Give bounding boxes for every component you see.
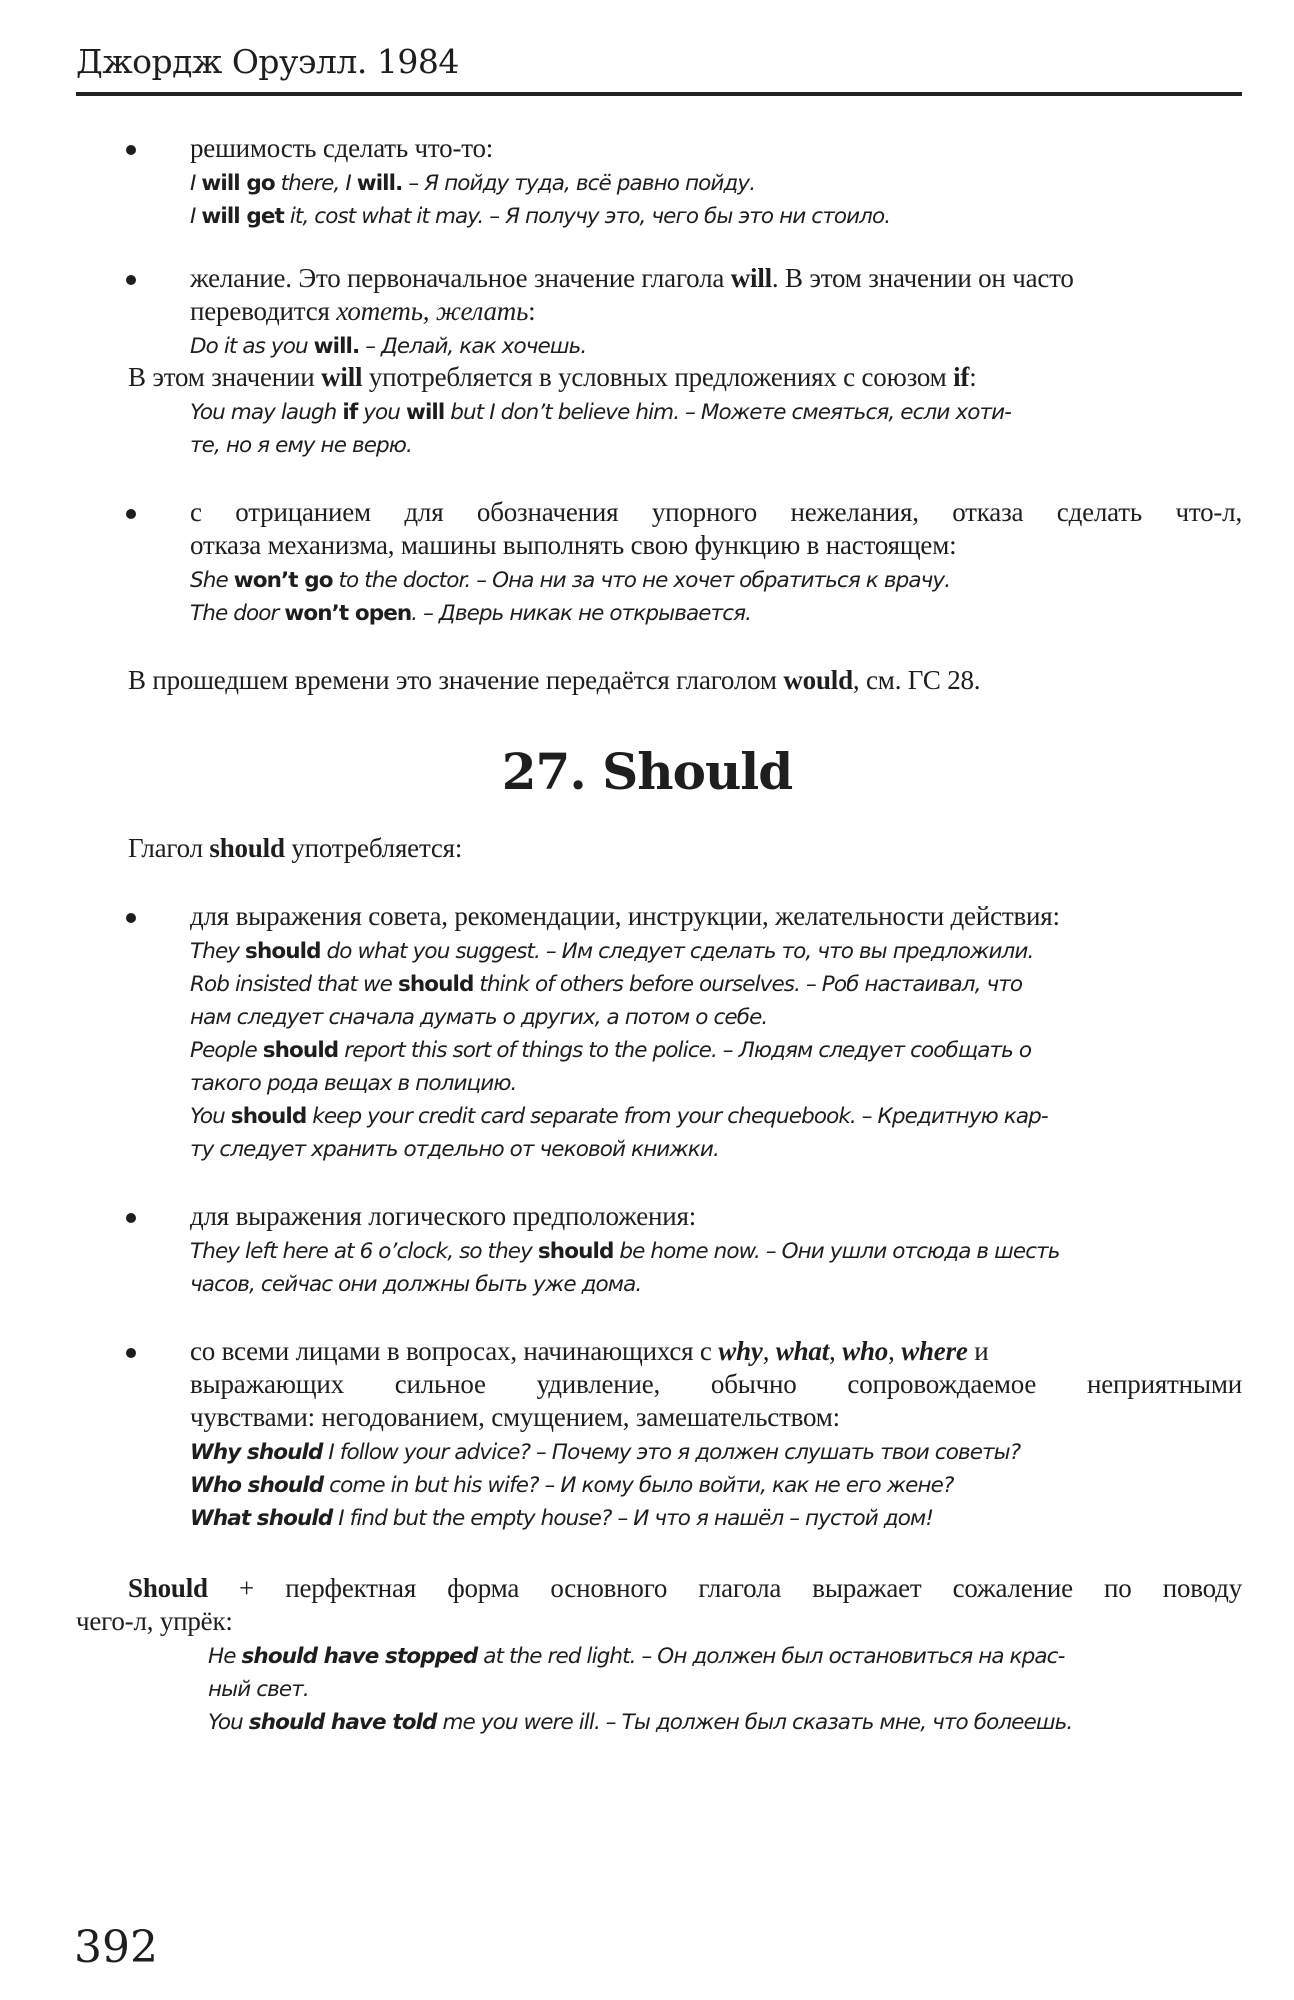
- text-run: He: [208, 1644, 242, 1669]
- emphasis-text: should have stopped: [241, 1644, 478, 1669]
- text-line: [190, 1467, 1242, 1500]
- text-run: выражающих сильное удивление, обычно сопровождаемое неприятными: [190, 1369, 1242, 1399]
- text-run: нам следует сначала думать о других, а потом о себе.: [190, 1005, 768, 1030]
- emphasis-text: will: [730, 263, 772, 293]
- text-run: :: [969, 362, 977, 392]
- text-run: чего-л, упрёк:: [76, 1606, 233, 1636]
- text-line: [190, 1098, 1242, 1131]
- text-line: [190, 966, 1242, 999]
- text-run: для выражения совета, рекомендации, инструкции, желательности действия:: [190, 901, 1060, 931]
- text-run: Rob insisted that we: [190, 972, 398, 997]
- text-run: такого рода вещах в полицию.: [190, 1071, 517, 1096]
- text-run: You may laugh: [190, 400, 343, 425]
- bullet-icon: [126, 509, 136, 519]
- text-run: для выражения логического предположения:: [190, 1201, 697, 1231]
- text-line: [190, 529, 1242, 562]
- text-run: ,: [829, 1336, 843, 1366]
- text-run: ,: [888, 1336, 902, 1366]
- text-run: The door: [190, 601, 285, 626]
- emphasis-text: Why should: [190, 1440, 323, 1465]
- bullet-icon: [126, 1348, 136, 1358]
- text-run: They: [190, 939, 246, 964]
- emphasis-text: will get: [201, 204, 284, 229]
- text-run: be home now. – Они ушли отсюда в шесть: [613, 1239, 1060, 1264]
- text-line: [190, 1266, 1242, 1299]
- text-run: – Я пойду туда, всё равно пойду.: [402, 171, 756, 196]
- bullet-icon: [126, 913, 136, 923]
- text-run: at the red light. – Он должен был остановиться на крас-: [477, 1644, 1065, 1669]
- emphasis-text: will.: [313, 334, 360, 359]
- text-line: [128, 394, 1242, 427]
- text-line: [190, 933, 1242, 966]
- text-run: + перфектная форма основного глагола выражает сожаление по поводу: [207, 1573, 1242, 1603]
- emphasis-text: should: [537, 1239, 614, 1264]
- text-run: keep your credit card separate from your chequebook. – Кредитную кар-: [306, 1104, 1048, 1129]
- text-run: Do it as you: [190, 334, 314, 359]
- emphasis-text: should have told: [248, 1710, 437, 1735]
- text-run: В этом значении: [128, 362, 322, 392]
- text-line: [190, 1401, 1242, 1434]
- emphasis-text: should: [397, 972, 474, 997]
- text-run: часов, сейчас они должны быть уже дома.: [190, 1272, 642, 1297]
- emphasis-text: will.: [356, 171, 403, 196]
- text-line: [190, 262, 1242, 295]
- text-line: [128, 664, 1242, 697]
- text-line: [190, 1131, 1242, 1164]
- text-line: [190, 1233, 1242, 1266]
- text-run: со всеми лицами в вопросах, начинающихся с: [190, 1336, 719, 1366]
- text-run: They left here at 6 o’clock, so they: [190, 1239, 538, 1264]
- text-run: ный свет.: [208, 1677, 309, 1702]
- header-rule: [76, 92, 1242, 96]
- emphasis-text: should: [245, 939, 321, 964]
- text-run: :: [528, 296, 536, 326]
- text-line: [190, 999, 1242, 1032]
- text-line: [190, 496, 1242, 529]
- text-line: [76, 1572, 1242, 1605]
- text-line: [76, 1671, 1242, 1704]
- bullet-icon: [126, 1213, 136, 1223]
- text-run: it, cost what it may. – Я получу это, чего бы это ни стоило.: [283, 204, 891, 229]
- text-run: I: [190, 171, 202, 196]
- section-heading: 27. Should: [501, 742, 793, 801]
- text-run: report this sort of things to the police. – Людям следует сообщать о: [338, 1038, 1032, 1063]
- block-should-questions: [190, 1335, 1242, 1533]
- text-run: She: [190, 568, 234, 593]
- text-line: [190, 1368, 1242, 1401]
- text-run: You: [208, 1710, 249, 1735]
- text-line: [190, 1500, 1242, 1533]
- emphasis-text: where: [901, 1336, 968, 1366]
- running-head: Джордж Оруэлл. 1984: [76, 42, 459, 81]
- emphasis-text: who: [842, 1336, 889, 1366]
- text-run: отказа механизма, машины выполнять свою функцию в настоящем:: [190, 530, 957, 560]
- emphasis-text: won’t go: [233, 568, 333, 593]
- text-line: [190, 1065, 1242, 1098]
- text-run: и: [967, 1336, 989, 1366]
- text-run: – Делай, как хочешь.: [359, 334, 587, 359]
- block-will-past: [128, 664, 1242, 697]
- text-run: Глагол: [128, 833, 210, 863]
- text-run: do what you suggest. – Им следует сделать то, что вы предложили.: [320, 939, 1034, 964]
- text-run: хотеть, желать: [336, 296, 529, 326]
- emphasis-text: What should: [190, 1506, 333, 1531]
- text-run: I follow your advice? – Почему это я должен слушать твои советы?: [322, 1440, 1021, 1465]
- page-number: 392: [74, 1922, 158, 1973]
- text-line: [190, 562, 1242, 595]
- text-run: You: [190, 1104, 231, 1129]
- text-run: People: [190, 1038, 263, 1063]
- emphasis-text: should: [209, 833, 285, 863]
- text-run: you: [357, 400, 406, 425]
- block-should-assumption: [190, 1200, 1242, 1299]
- emphasis-text: won’t open: [284, 601, 412, 626]
- text-line: [190, 1434, 1242, 1467]
- text-line: [128, 427, 1242, 460]
- emphasis-text: will go: [201, 171, 275, 196]
- text-run: решимость сделать что-то:: [190, 133, 494, 163]
- text-line: [190, 595, 1242, 628]
- text-run: I: [190, 204, 202, 229]
- emphasis-text: what: [775, 1336, 830, 1366]
- text-run: I find but the empty house? – И что я нашёл – пустой дом!: [332, 1506, 934, 1531]
- text-run: желание. Это первоначальное значение глагола: [190, 263, 731, 293]
- emphasis-text: should: [262, 1038, 339, 1063]
- emphasis-text: Who should: [190, 1473, 324, 1498]
- emphasis-text: will: [405, 400, 445, 425]
- text-line: [190, 328, 1242, 361]
- text-run: me you were ill. – Ты должен был сказать мне, что болеешь.: [436, 1710, 1073, 1735]
- emphasis-text: will: [321, 362, 363, 392]
- text-run: ,: [762, 1336, 776, 1366]
- text-run: В прошедшем времени это значение передаётся глаголом: [128, 665, 784, 695]
- emphasis-text: would: [783, 665, 853, 695]
- block-should-perfect: [76, 1572, 1242, 1737]
- text-run: ту следует хранить отдельно от чековой книжки.: [190, 1137, 719, 1162]
- text-run: , см. ГС 28.: [852, 665, 981, 695]
- text-run: . В этом значении он часто: [771, 263, 1074, 293]
- text-run: there, I: [274, 171, 357, 196]
- text-line: [76, 1605, 1242, 1638]
- emphasis-text: why: [718, 1336, 763, 1366]
- block-will-negation: [190, 496, 1242, 628]
- text-line: [190, 295, 1242, 328]
- text-run: think of others before ourselves. – Роб настаивал, что: [473, 972, 1023, 997]
- text-run: come in but his wife? – И кому было войти, как не его жене?: [323, 1473, 954, 1498]
- text-line: [128, 832, 1242, 865]
- block-should-advice: [190, 900, 1242, 1164]
- text-run: . – Дверь никак не открывается.: [411, 601, 752, 626]
- emphasis-text: Should: [128, 1573, 208, 1603]
- text-run: чувствами: негодованием, смущением, замешательством:: [190, 1402, 840, 1432]
- bullet-icon: [126, 145, 136, 155]
- emphasis-text: if: [342, 400, 358, 425]
- text-run: те, но я ему не верю.: [190, 433, 412, 458]
- text-run: to the doctor. – Она ни за что не хочет обратиться к врачу.: [332, 568, 951, 593]
- emphasis-text: if: [953, 362, 970, 392]
- text-run: употребляется в условных предложениях с союзом: [362, 362, 954, 392]
- text-line: [190, 132, 1242, 165]
- text-line: [190, 900, 1242, 933]
- text-line: [190, 165, 1242, 198]
- text-line: [190, 1200, 1242, 1233]
- emphasis-text: should: [230, 1104, 307, 1129]
- block-will-determination: [190, 132, 1242, 231]
- text-line: [76, 1638, 1242, 1671]
- text-line: [190, 1032, 1242, 1065]
- text-run: с отрицанием для обозначения упорного нежелания, отказа сделать что-л,: [190, 497, 1242, 527]
- text-line: [190, 1335, 1242, 1368]
- text-run: переводится: [190, 296, 337, 326]
- bullet-icon: [126, 275, 136, 285]
- block-should-intro: [128, 832, 1242, 865]
- block-will-conditional: [128, 361, 1242, 460]
- block-will-desire: [190, 262, 1242, 361]
- text-run: but I don’t believe him. – Можете смеяться, если хоти-: [444, 400, 1012, 425]
- text-line: [76, 1704, 1242, 1737]
- text-line: [128, 361, 1242, 394]
- text-line: [190, 198, 1242, 231]
- text-run: употребляется:: [284, 833, 463, 863]
